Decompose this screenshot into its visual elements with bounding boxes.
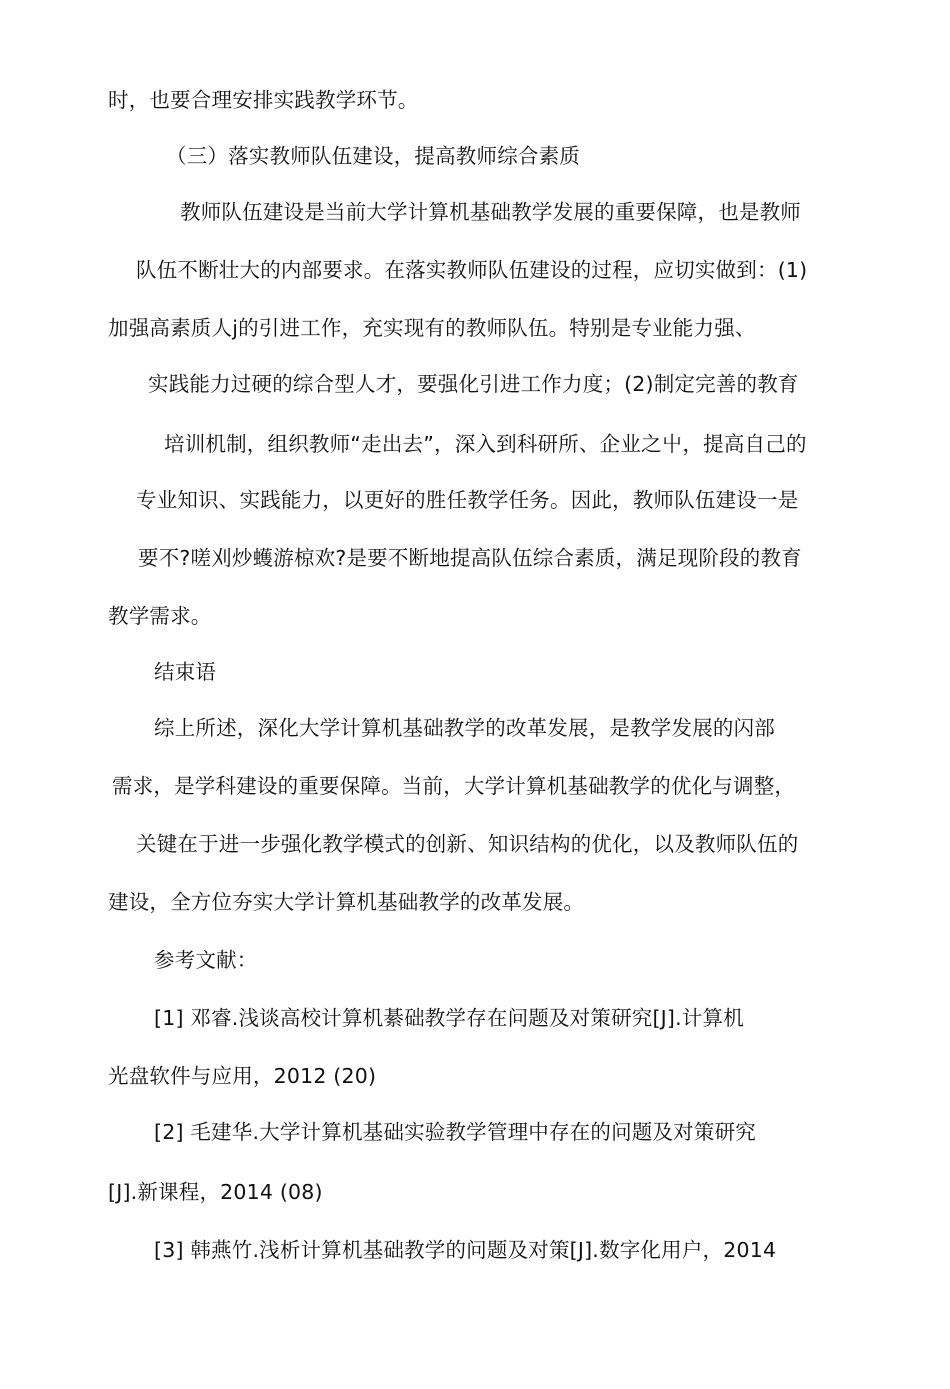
conclusion-heading: 结束语 (154, 660, 217, 684)
references-heading: 参考文献： (154, 948, 258, 972)
reference-item: [2] 毛建华.大学计算机基础实验教学管理中存在的问题及对策研究 (154, 1120, 756, 1144)
paragraph-line: 教师队伍建设是当前大学计算机基础教学发展的重要保障，也是教师 (180, 200, 801, 224)
paragraph-line: 队伍不断壮大的内部要求。在落实教师队伍建设的过程，应切实做到：(1) (136, 258, 808, 282)
paragraph-line: 时，也要合理安排实践教学环节。 (108, 88, 419, 112)
paragraph-line: 要不?嗟刈炒蠖游椋欢?是要不断地提高队伍综合素质，满足现阶段的教育 (138, 546, 802, 570)
reference-item-continuation: 光盘软件与应用，2012 (20) (108, 1064, 377, 1088)
paragraph-line: 加强高素质人j的引进工作，充实现有的教师队伍。特别是专业能力强、 (108, 316, 756, 340)
reference-item-continuation: [J].新课程，2014 (08) (108, 1180, 323, 1204)
section-heading: （三）落实教师队伍建设，提高教师综合素质 (166, 144, 580, 168)
paragraph-line: 培训机制，组织教师“走出去”，深入到科研所、企业之屮，提高自己的 (164, 432, 807, 456)
paragraph-line: 实践能力过硬的综合型人才，要强化引进工作力度；(2)制定完善的教育 (148, 372, 799, 396)
paragraph-line: 综上所述，深化大学计算机基础教学的改革发展，是教学发展的闪部 (154, 716, 775, 740)
paragraph-line: 教学需求。 (108, 604, 212, 628)
reference-item: [1] 邓睿.浅谈高校计算机綦础教学存在问题及对策研究[J].计算机 (154, 1006, 744, 1030)
reference-item: [3] 韩燕竹.浅析计算机基础教学的问题及对策[J].数字化用户，2014 (154, 1238, 777, 1262)
paragraph-line: 建设，全方位夯实大学计算机基础教学的改革发展。 (108, 890, 585, 914)
paragraph-line: 需求，是学科建设的重要保障。当前，大学计算机基础教学的优化与调整， (112, 774, 796, 798)
paragraph-line: 专业知识、实践能力，以更好的胜任教学任务。因此，教师队伍建设一是 (136, 488, 799, 512)
paragraph-line: 关键在于进一步强化教学模式的创新、知识结构的优化，以及教师队伍的 (136, 832, 799, 856)
